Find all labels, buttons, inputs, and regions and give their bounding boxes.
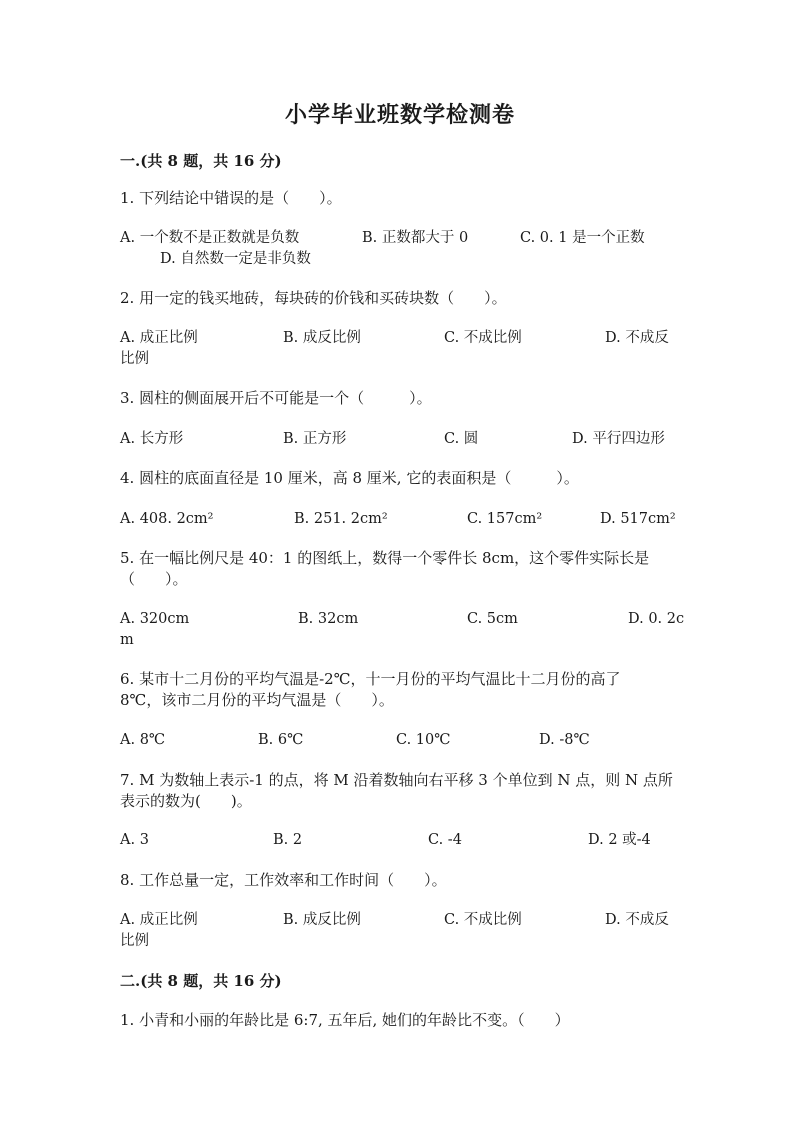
q3-option-c: C. 圆 xyxy=(444,431,479,447)
q6-option-c: C. 10℃ xyxy=(396,732,451,748)
section-heading-2: 二.(共 8 题，共 16 分) xyxy=(120,972,282,990)
q5-option-d-wrap: m xyxy=(120,632,134,648)
q6-option-d: D. -8℃ xyxy=(539,732,590,748)
question-7-line2: 表示的数为( )。 xyxy=(120,792,252,810)
q2-option-d: D. 不成反 xyxy=(605,330,669,346)
q7-option-c: C. -4 xyxy=(428,832,462,848)
q2-option-b: B. 成反比例 xyxy=(283,330,361,346)
q6-option-b: B. 6℃ xyxy=(258,732,304,748)
q2-option-a: A. 成正比例 xyxy=(120,330,198,346)
page-title: 小学毕业班数学检测卷 xyxy=(284,102,515,128)
q8-option-d: D. 不成反 xyxy=(605,912,669,928)
q5-option-d: D. 0. 2c xyxy=(628,611,685,627)
question-5: 5. 在一幅比例尺是 40：1 的图纸上，数得一个零件长 8cm，这个零件实际长是 xyxy=(120,549,650,567)
q2-option-c: C. 不成比例 xyxy=(444,330,522,346)
q5-option-c: C. 5cm xyxy=(467,611,518,627)
question-4: 4. 圆柱的底面直径是 10 厘米，高 8 厘米, 它的表面积是（ ）。 xyxy=(120,469,579,487)
question-6: 6. 某市十二月份的平均气温是-2℃，十一月份的平均气温比十二月份的高了 xyxy=(120,670,621,688)
question-8: 8. 工作总量一定，工作效率和工作时间（ ）。 xyxy=(120,871,447,889)
q8-option-c: C. 不成比例 xyxy=(444,912,522,928)
q3-option-b: B. 正方形 xyxy=(283,431,347,447)
q1-option-b: B. 正数都大于 0 xyxy=(362,230,469,246)
q6-option-a: A. 8℃ xyxy=(120,732,166,748)
q7-option-a: A. 3 xyxy=(120,832,149,848)
question-6-line2: 8℃，该市二月份的平均气温是（ ）。 xyxy=(120,691,394,709)
q1-option-c: C. 0. 1 是一个正数 xyxy=(520,230,645,246)
q5-option-a: A. 320cm xyxy=(120,611,190,627)
q2-option-d-wrap: 比例 xyxy=(120,351,149,367)
question-1: 1. 下列结论中错误的是（ ）。 xyxy=(120,189,342,207)
q5-option-b: B. 32cm xyxy=(298,611,359,627)
q4-option-b: B. 251. 2cm² xyxy=(294,511,388,527)
q4-option-a: A. 408. 2cm² xyxy=(120,511,214,527)
q1-option-d: D. 自然数一定是非负数 xyxy=(160,251,311,267)
q4-option-d: D. 517cm² xyxy=(600,511,676,527)
question-5-line2: （ ）。 xyxy=(120,570,188,588)
section2-question-1: 1. 小青和小丽的年龄比是 6:7, 五年后, 她们的年龄比不变。（ ） xyxy=(120,1011,570,1029)
q8-option-b: B. 成反比例 xyxy=(283,912,361,928)
question-2: 2. 用一定的钱买地砖，每块砖的价钱和买砖块数（ ）。 xyxy=(120,289,507,307)
q7-option-d: D. 2 或-4 xyxy=(588,832,651,848)
q3-option-d: D. 平行四边形 xyxy=(572,431,665,447)
question-7: 7. M 为数轴上表示-1 的点，将 M 沿着数轴向右平移 3 个单位到 N 点，则 N 点所 xyxy=(120,771,673,789)
q3-option-a: A. 长方形 xyxy=(120,431,184,447)
q8-option-d-wrap: 比例 xyxy=(120,933,149,949)
q8-option-a: A. 成正比例 xyxy=(120,912,198,928)
section-heading-1: 一.(共 8 题，共 16 分) xyxy=(120,152,282,170)
question-3: 3. 圆柱的侧面展开后不可能是一个（ ）。 xyxy=(120,389,432,407)
q4-option-c: C. 157cm² xyxy=(467,511,543,527)
q7-option-b: B. 2 xyxy=(273,832,303,848)
q1-option-a: A. 一个数不是正数就是负数 xyxy=(120,230,300,246)
